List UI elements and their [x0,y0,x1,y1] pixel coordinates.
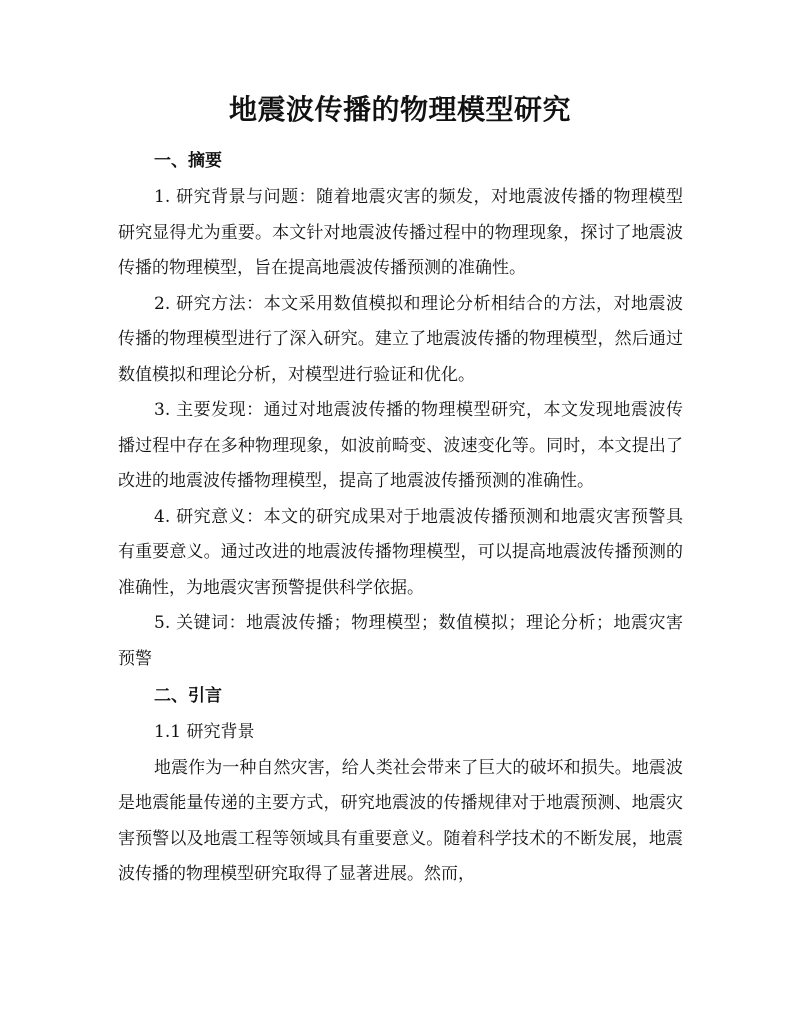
document-title: 地震波传播的物理模型研究 [228,93,571,126]
section-heading-abstract: 一、摘要 [154,151,222,171]
subsection-heading-background: 1.1 研究背景 [154,722,255,742]
abstract-item-background: 1. 研究背景与问题：随着地震灾害的频发，对地震波传播的物理模型研究显得尤为重要。本文针对地震波传播过程中的物理现象，探讨了地震波传播的物理模型，旨在提高地震波传播预测的准确性。 [118,187,683,278]
introduction-paragraph: 地震作为一种自然灾害，给人类社会带来了巨大的破坏和损失。地震波是地震能量传递的主要方式，研究地震波的传播规律对于地震预测、地震灾害预警以及地震工程等领域具有重要意义。随着科学技术的不断发展，地震波传播的物理模型研究取得了显著进展。然而， [118,757,683,884]
abstract-item-significance: 4. 研究意义：本文的研究成果对于地震波传播预测和地震灾害预警具有重要意义。通过改进的地震波传播物理模型，可以提高地震波传播预测的准确性，为地震灾害预警提供科学依据。 [118,506,683,598]
abstract-item-methods: 2. 研究方法：本文采用数值模拟和理论分析相结合的方法，对地震波传播的物理模型进行了深入研究。建立了地震波传播的物理模型，然后通过数值模拟和理论分析，对模型进行验证和优化。 [118,293,683,385]
section-heading-introduction: 二、引言 [154,686,222,706]
abstract-item-keywords: 5. 关键词：地震波传播；物理模型；数值模拟；理论分析；地震灾害预警 [118,613,683,669]
document-body [118,142,683,893]
abstract-item-findings: 3. 主要发现：通过对地震波传播的物理模型研究，本文发现地震波传播过程中存在多种物理现象，如波前畸变、波速变化等。同时，本文提出了改进的地震波传播物理模型，提高了地震波传播预测的准确性。 [118,400,683,491]
